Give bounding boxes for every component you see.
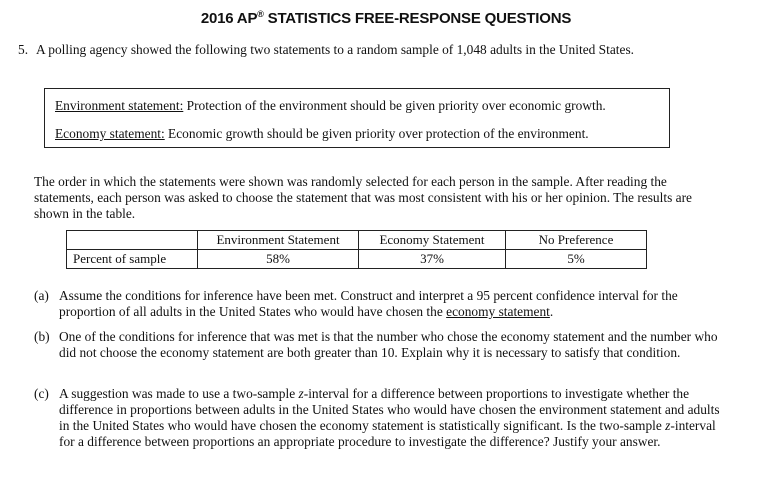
- part-b-label: (b): [34, 329, 50, 344]
- economy-statement-text: Economic growth should be given priority over protection of the environment.: [164, 126, 589, 141]
- part-c-text-1: A suggestion was made to use a two-sample: [59, 386, 299, 401]
- table-header-row: [67, 231, 647, 250]
- part-c: [34, 386, 724, 450]
- table-row-label: Percent of sample: [67, 250, 198, 269]
- question-number: 5.: [18, 42, 29, 57]
- table-cell: 37%: [359, 250, 506, 269]
- part-c-text: [59, 386, 724, 450]
- results-table: [66, 230, 647, 269]
- part-a-text: [59, 288, 724, 320]
- part-b-text: One of the conditions for inference that was met is that the number who chose the economy statement and the number who did not choose the economy statement are both greater than 10. Explain why it is necessary to satisfy that condition.: [59, 329, 718, 360]
- table-header-cell: No Preference: [506, 231, 647, 250]
- part-c-z-1: z: [298, 386, 304, 401]
- environment-statement-label: Environment statement:: [55, 98, 184, 113]
- registered-mark: ®: [257, 9, 264, 19]
- part-c-text-3: -interval for a difference between proportions an appropriate procedure to investigate the difference? Justify your answer.: [59, 418, 716, 449]
- table-row: [67, 250, 647, 269]
- part-c-text-2: -interval for a difference between proportions to investigate whether the difference in proportions between adults in the United States who would have chosen the environment statement and adults in the United States who would have chosen the economy statement is statistically significant. Is the two-sample: [59, 386, 720, 433]
- part-a-period: .: [549, 304, 554, 319]
- table-cell: 58%: [198, 250, 359, 269]
- part-a-text-main: Assume the conditions for inference have been met. Construct and interpret a 95 percent confidence interval for the proportion of all adults in the United States who would have chosen the: [59, 288, 678, 319]
- statements-box: [44, 88, 670, 148]
- economy-statement: [55, 126, 589, 142]
- economy-statement-label: Economy statement:: [55, 126, 165, 141]
- page-header: [0, 6, 772, 27]
- header-suffix: STATISTICS FREE-RESPONSE QUESTIONS: [263, 10, 572, 27]
- part-b: [34, 329, 724, 361]
- header-prefix: 2016 AP: [200, 10, 258, 27]
- question-intro: [18, 42, 758, 58]
- table-corner-cell: [67, 231, 198, 250]
- part-c-z-2: z: [665, 418, 671, 433]
- table-header-cell: Environment Statement: [198, 231, 359, 250]
- part-a: [34, 288, 724, 320]
- question-intro-text: A polling agency showed the following two statements to a random sample of 1,048 adults in the United States.: [36, 42, 635, 57]
- part-c-label: (c): [34, 386, 49, 401]
- procedure-paragraph: The order in which the statements were shown was randomly selected for each person in the sample. After reading the statements, each person was asked to choose the statement that was most consistent with his or her opinion. The results are shown in the table.: [34, 174, 692, 221]
- environment-statement: [55, 98, 606, 114]
- table-cell: 5%: [506, 250, 647, 269]
- table-header-cell: Economy Statement: [359, 231, 506, 250]
- environment-statement-text: Protection of the environment should be given priority over economic growth.: [183, 98, 606, 113]
- part-a-label: (a): [34, 288, 49, 303]
- part-a-underlined: economy statement: [446, 304, 550, 319]
